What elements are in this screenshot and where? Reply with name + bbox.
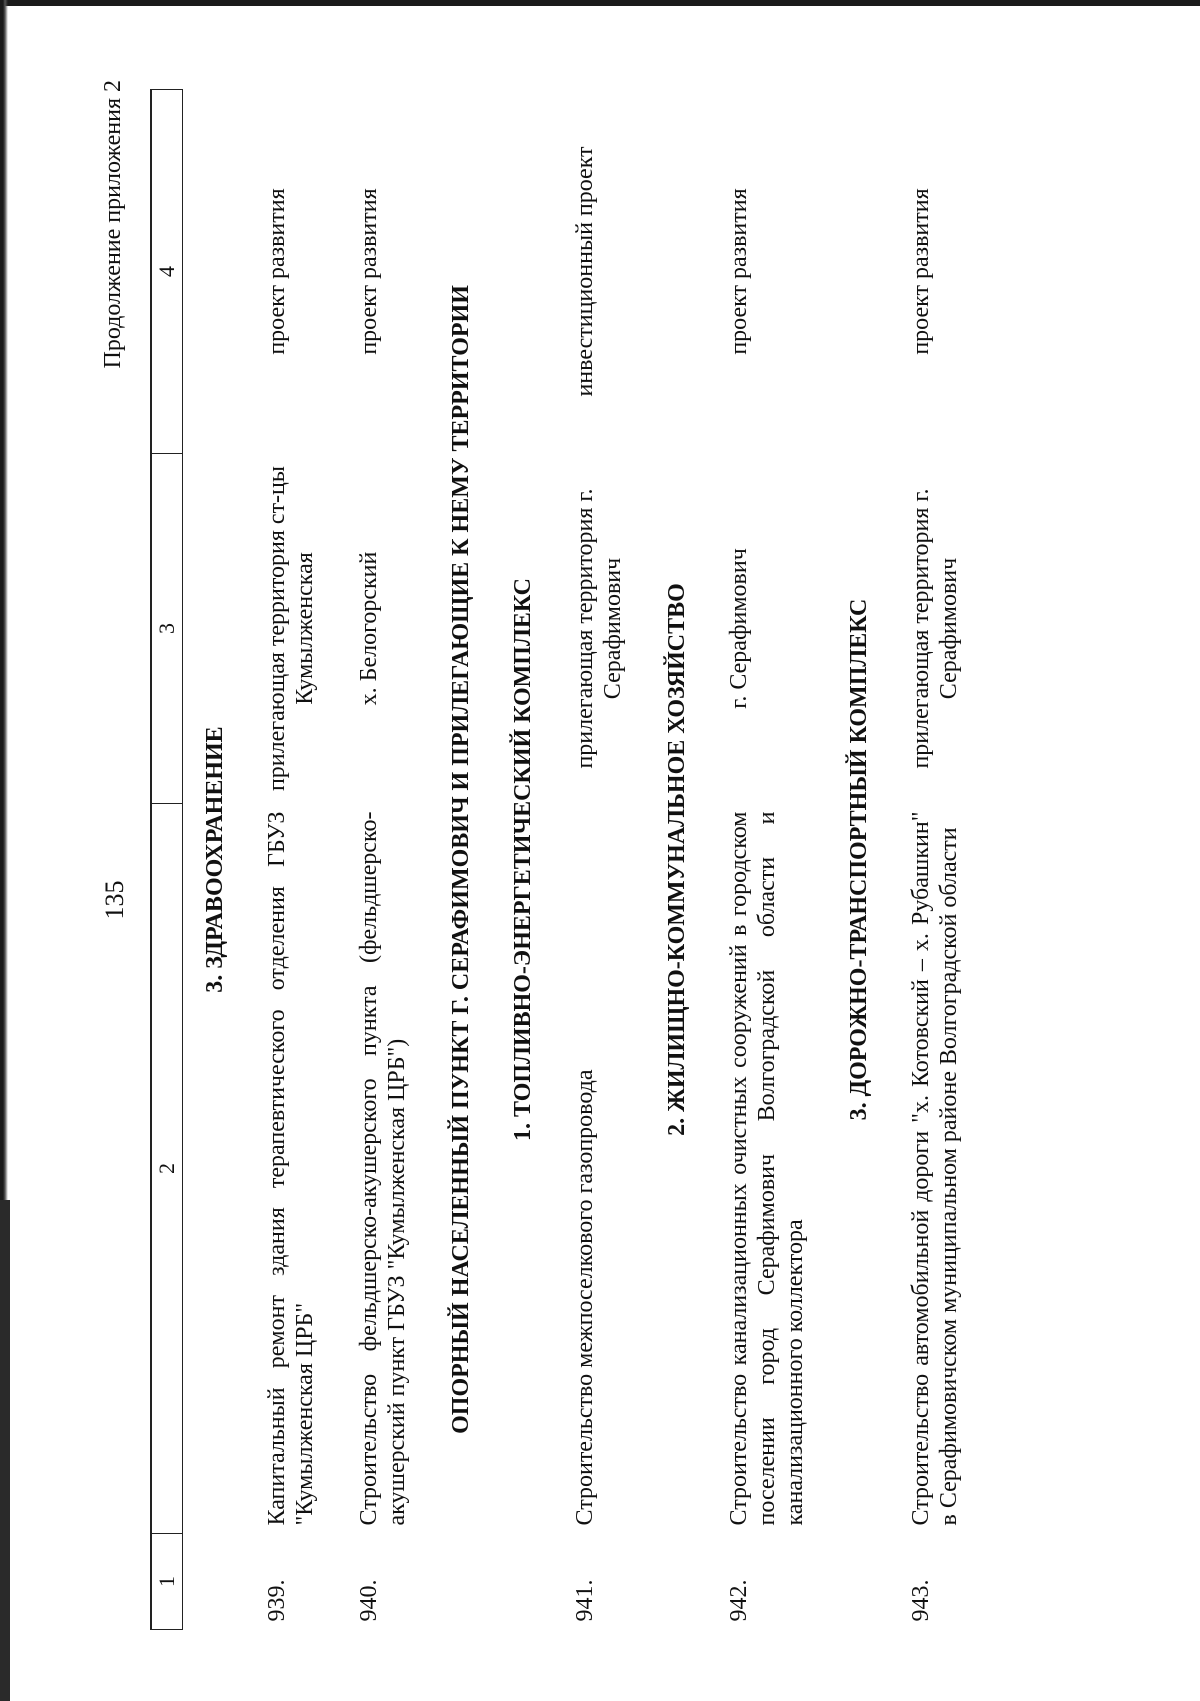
row-location: г. Серафимович	[726, 548, 752, 709]
section-heading-health: 3. ЗДРАВООХРАНЕНИЕ	[202, 726, 228, 993]
section-heading-support-point: ОПОРНЫЙ НАСЕЛЕННЫЙ ПУНКТ Г. СЕРАФИМОВИЧ И ПРИЛЕГАЮЩИЕ К НЕМУ ТЕРРИТОРИИ	[448, 285, 474, 1434]
scan-border-left-lower	[0, 1200, 10, 1701]
column-header-4: 4	[151, 90, 183, 454]
row-location: х. Белогорский	[356, 551, 382, 706]
column-number-row	[151, 90, 183, 1630]
table-row	[337, 90, 429, 1630]
section-heading-row	[429, 90, 491, 1630]
row-description: Строительство автомобильной дороги "х. Котовский – х. Рубашкин" в Серафимовичском муниципальном районе Волгоградской области	[908, 811, 962, 1526]
table-row	[707, 90, 827, 1630]
column-header-3: 3	[151, 454, 183, 804]
row-project-type: инвестиционный проект	[572, 146, 598, 397]
row-description: Строительство межпоселкового газопровода	[572, 1069, 598, 1526]
page-number: 135	[100, 880, 129, 920]
row-description: Капитальный ремонт здания терапевтического отделения ГБУЗ "Кумылженская ЦРБ"	[264, 811, 318, 1526]
document-page	[80, 80, 1140, 1640]
page-content	[80, 80, 1140, 1640]
row-project-type: проект развития	[908, 188, 934, 355]
table-row	[553, 90, 645, 1630]
section-heading-row	[491, 90, 553, 1630]
section-heading-row	[183, 90, 246, 1630]
appendix-title: Продолжение приложения 2	[100, 80, 126, 369]
section-heading-row	[645, 90, 707, 1630]
column-header-2: 2	[151, 804, 183, 1534]
row-number: 941.	[572, 1579, 598, 1622]
row-description: Строительство фельдшерско-акушерского пункта (фельдшерско-акушерский пункт ГБУЗ "Кумылженская ЦРБ")	[356, 811, 410, 1526]
table-row	[889, 90, 981, 1630]
section-heading-transport: 3. ДОРОЖНО-ТРАНСПОРТНЫЙ КОМПЛЕКС	[846, 598, 872, 1121]
section-heading-housing: 2. ЖИЛИЩНО-КОММУНАЛЬНОЕ ХОЗЯЙСТВО	[664, 583, 690, 1136]
row-number: 942.	[726, 1579, 752, 1622]
row-location: прилегающая территория г. Серафимович	[572, 488, 626, 769]
row-number: 939.	[264, 1579, 290, 1622]
row-number: 940.	[356, 1579, 382, 1622]
row-location: прилегающая территория г. Серафимович	[908, 488, 962, 769]
row-project-type: проект развития	[356, 188, 382, 355]
projects-table	[150, 89, 981, 1630]
section-heading-row	[827, 90, 889, 1630]
column-header-1: 1	[151, 1534, 183, 1630]
scan-border-top	[0, 0, 1200, 6]
row-number: 943.	[908, 1579, 934, 1622]
row-location: прилегающая территория ст-цы Кумылженская	[264, 465, 318, 792]
row-project-type: проект развития	[726, 188, 752, 355]
row-description: Строительство канализационных очистных сооружений в городском поселении город Серафимович Волгоградской области и канализационного коллектора	[726, 811, 808, 1526]
section-heading-fuel-energy: 1. ТОПЛИВНО-ЭНЕРГЕТИЧЕСКИЙ КОМПЛЕКС	[510, 578, 536, 1141]
row-project-type: проект развития	[264, 188, 290, 355]
table-row	[245, 90, 337, 1630]
